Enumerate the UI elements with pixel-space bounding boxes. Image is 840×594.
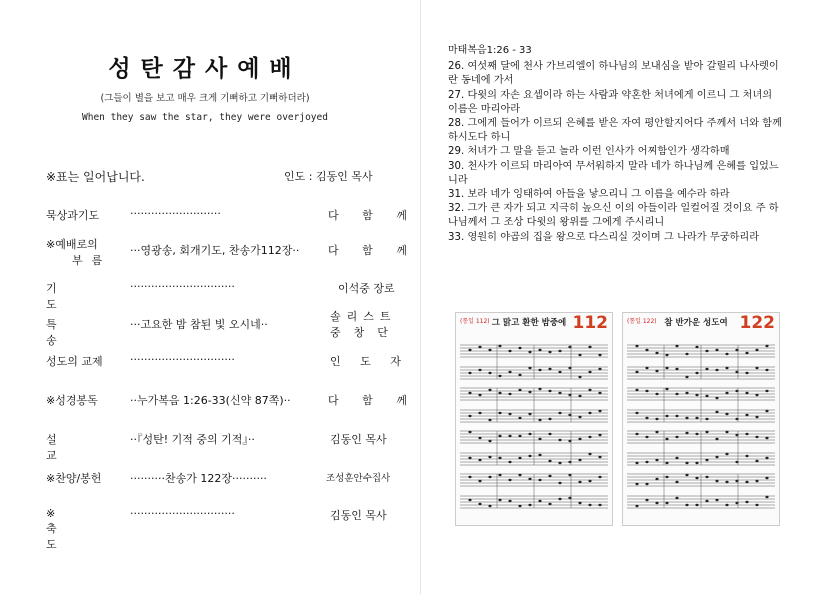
order-item-person: 다 함 께 [328,209,417,222]
hymn-number: 122 [739,313,775,333]
fold-line [420,0,421,594]
hymn-title: 참 반가운 성도여 [664,318,728,328]
hymn-sheet [455,312,613,526]
order-item-content: ···고요한 밤 참된 빛 오시네·· [130,318,268,331]
order-item-content: ······························ [130,507,235,520]
order-item-person: 다 함 께 [328,244,417,257]
order-item-content: ······························ [130,353,235,366]
order-item-label: ※성경봉독 [46,394,98,407]
order-item [46,207,417,225]
order-item-person: 김동인 목사 [330,509,387,522]
order-item-label: 성도의 교제 [46,355,103,368]
order-item-person-line2: 중창단 [330,326,401,339]
order-item [46,431,398,462]
standing-note: ※표는 일어납니다. [46,170,145,184]
order-item-person: 김동인 목사 [330,433,387,446]
hymn-tag: (통일 112) [460,318,490,325]
verse: 32. 그가 큰 자가 되고 지극히 높으신 이의 아들이라 일컬어질 것이요 주 하나님께서 그 조상 다윗의 왕위를 그에게 주시리니 [448,203,779,229]
verse: 30. 천사가 이르되 마리아여 무서워하지 말라 네가 하나님께 은혜를 입었느니라 [448,160,779,186]
order-item-content: ··········찬송가 122장·········· [130,472,267,485]
order-item-label: 설 교 [46,433,109,462]
hymn-sheet [622,312,780,526]
subtitle-korean: (그들이 별을 보고 매우 크게 기뻐하고 기뻐하더라) [100,93,310,104]
order-item-content: ·························· [130,207,221,220]
order-item-person: 솔리스트 [330,310,397,323]
subtitle-english: When they saw the star, they were overjoyed [82,112,328,123]
hymn-title: 그 맑고 환한 밤중에 [491,318,567,328]
verse: 26. 여섯째 달에 천사 가브리엘이 하나님의 보내심을 받아 갈릴리 나사렛이란 동네에 가서 [448,61,779,87]
scripture-reading [448,44,783,245]
order-item [46,236,417,270]
order-item-label: ※축 도 [46,507,101,551]
order-item-label: 기 도 [46,282,115,311]
order-item-content: ··누가복음 1:26-33(신약 87쪽)·· [130,394,291,407]
order-item-label: ※찬양/봉헌 [46,472,102,485]
hymn-number: 112 [572,313,608,333]
hymn-tag: (통일 122) [627,318,657,325]
order-item-person: 인 도 자 [330,355,409,368]
verse: 27. 다윗의 자손 요셉이라 하는 사람과 약혼한 처녀에게 이르니 그 처녀의 이름은 마리아라 [448,89,773,115]
order-item [46,280,398,311]
order-item-label-line2: 부름 [72,254,112,267]
order-item-content: ······························ [130,280,235,293]
order-item [46,392,417,410]
order-item-person: 이석중 장로 [338,282,395,295]
verse: 28. 그에게 들어가 이르되 은혜를 받은 자여 평안할지어다 주께서 너와 함께 하시도다 하니 [448,118,782,144]
scripture-reference: 마태복음1:26 - 33 [448,45,532,56]
verse: 33. 영원히 야곱의 집을 왕으로 다스리실 것이며 그 나라가 무궁하리라 [448,231,760,243]
verse: 31. 보라 네가 잉태하여 아들을 낳으리니 그 이름을 예수라 하라 [448,189,730,201]
music-staff-icon [623,339,779,515]
order-item-content: ···영광송, 회개기도, 찬송가112장·· [130,244,300,257]
order-item [46,470,398,488]
order-item-person: 조성훈안수집사 [326,473,391,484]
verse: 29. 처녀가 그 말을 듣고 놀라 이런 인사가 어찌함인가 생각하매 [448,146,730,158]
order-item-content: ··『성탄! 기적 중의 기적』·· [130,433,255,446]
order-item-label: ※예배로의 [46,238,98,251]
order-item-person: 다 함 께 [328,394,417,407]
order-item [46,353,409,371]
page-title: 성탄감사예배 [108,56,302,82]
order-item-label: 묵상과기도 [46,209,100,222]
order-item [46,308,401,347]
order-item-label: 특 송 [46,318,109,347]
music-staff-icon [456,339,612,515]
leader-info: 인도 : 김동인 목사 [284,170,373,183]
order-item [46,507,398,551]
